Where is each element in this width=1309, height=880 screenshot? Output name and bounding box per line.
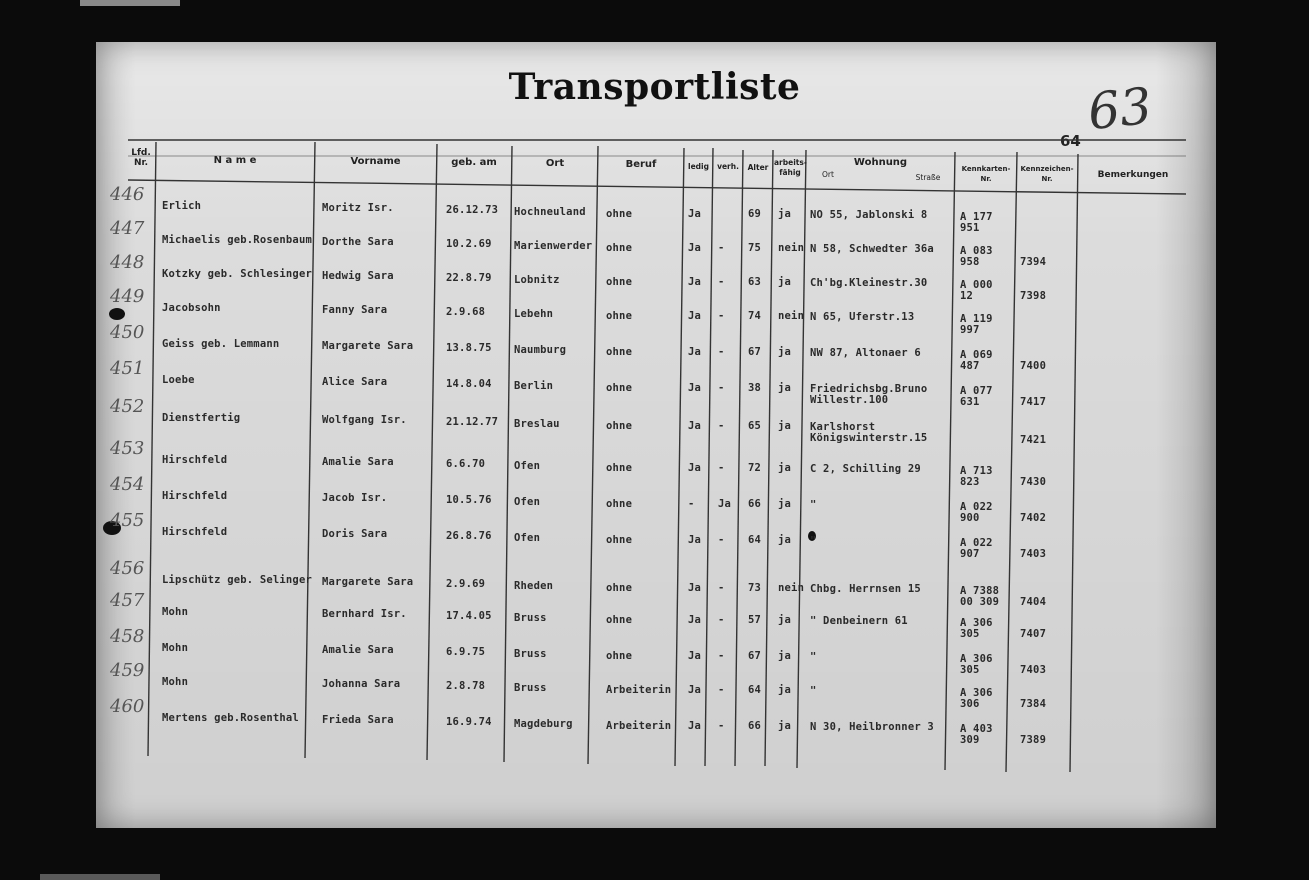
row-wohnung: Friedrichsbg.Bruno Willestr.100 xyxy=(810,383,928,406)
row-ledig: Ja xyxy=(688,462,702,474)
row-geb-am: 13.8.75 xyxy=(446,342,492,354)
row-vorname: Alice Sara xyxy=(322,376,388,388)
row-wohnung: N 65, Uferstr.13 xyxy=(810,311,915,323)
row-lfd-nr: 457 xyxy=(110,590,145,611)
row-arbeitsfaehig: ja xyxy=(778,208,792,220)
row-ort: Naumburg xyxy=(514,344,567,356)
row-vorname: Moritz Isr. xyxy=(322,202,394,214)
row-name: Hirschfeld xyxy=(162,490,228,502)
row-ledig: Ja xyxy=(688,534,702,546)
row-arbeitsfaehig: nein xyxy=(778,242,805,254)
page-title: Transportliste xyxy=(508,66,801,108)
header-lfd: Lfd. Nr. xyxy=(131,148,151,168)
row-ledig: Ja xyxy=(688,382,702,394)
row-wohnung: NO 55, Jablonski 8 xyxy=(810,209,928,221)
row-beruf: ohne xyxy=(606,650,633,662)
row-ledig: Ja xyxy=(688,684,702,696)
row-lfd-nr: 459 xyxy=(110,660,145,681)
row-arbeitsfaehig: nein xyxy=(778,310,805,322)
row-vorname: Doris Sara xyxy=(322,528,388,540)
row-verh: Ja xyxy=(718,498,732,510)
row-verh: - xyxy=(718,276,725,288)
row-ort: Bruss xyxy=(514,682,547,694)
header-ort: Ort xyxy=(545,158,565,169)
row-alter: 64 xyxy=(748,684,762,696)
row-kennkarten-nr: A 306 306 xyxy=(960,687,993,710)
header-alter: Alter xyxy=(747,163,769,172)
row-vorname: Amalie Sara xyxy=(322,456,394,468)
row-alter: 74 xyxy=(748,310,762,322)
row-name: Mohn xyxy=(162,676,189,688)
header-kennzeichen: Kennzeichen- Nr. xyxy=(1020,165,1074,183)
row-beruf: ohne xyxy=(606,582,633,594)
row-beruf: ohne xyxy=(606,310,633,322)
row-ort: Ofen xyxy=(514,532,541,544)
row-vorname: Frieda Sara xyxy=(322,714,394,726)
row-ort: Bruss xyxy=(514,612,547,624)
row-verh: - xyxy=(718,534,725,546)
header-ledig: ledig xyxy=(688,162,709,171)
row-alter: 67 xyxy=(748,650,762,662)
row-arbeitsfaehig: ja xyxy=(778,346,792,358)
row-ledig: Ja xyxy=(688,720,702,732)
row-lfd-nr: 454 xyxy=(110,474,145,495)
row-geb-am: 10.2.69 xyxy=(446,238,492,250)
row-name: Mohn xyxy=(162,606,189,618)
row-alter: 73 xyxy=(748,582,762,594)
row-vorname: Margarete Sara xyxy=(322,340,414,352)
handwritten-page-number: 63 xyxy=(1085,76,1155,142)
row-vorname: Bernhard Isr. xyxy=(322,608,407,620)
header-bemerkungen: Bemerkungen xyxy=(1097,170,1169,180)
row-arbeitsfaehig: ja xyxy=(778,498,792,510)
row-geb-am: 10.5.76 xyxy=(446,494,492,506)
row-ledig: Ja xyxy=(688,582,702,594)
row-lfd-nr: 455 xyxy=(110,510,145,531)
row-geb-am: 22.8.79 xyxy=(446,272,492,284)
row-verh: - xyxy=(718,242,725,254)
row-kennzeichen-nr: 7430 xyxy=(1020,476,1047,488)
row-kennkarten-nr: A 119 997 xyxy=(960,313,993,336)
row-geb-am: 2.9.69 xyxy=(446,578,486,590)
printed-page-number: 64 xyxy=(1060,132,1081,150)
row-kennzeichen-nr: 7417 xyxy=(1020,396,1047,408)
row-geb-am: 2.9.68 xyxy=(446,306,486,318)
row-lfd-nr: 460 xyxy=(110,696,145,717)
row-beruf: ohne xyxy=(606,208,633,220)
row-name: Geiss geb. Lemmann xyxy=(162,338,280,350)
header-geb-am: geb. am xyxy=(451,157,497,168)
row-lfd-nr: 453 xyxy=(110,438,145,459)
row-ort: Rheden xyxy=(514,580,554,592)
row-verh: - xyxy=(718,462,725,474)
row-beruf: ohne xyxy=(606,462,633,474)
row-name: Lipschütz geb. Selinger xyxy=(162,574,312,586)
header-wohnung: Wohnung xyxy=(853,157,908,168)
row-beruf: Arbeiterin xyxy=(606,684,672,696)
row-wohnung: Ch'bg.Kleinestr.30 xyxy=(810,277,928,289)
row-verh: - xyxy=(718,346,725,358)
row-verh: - xyxy=(718,310,725,322)
row-geb-am: 17.4.05 xyxy=(446,610,492,622)
row-alter: 65 xyxy=(748,420,762,432)
row-arbeitsfaehig: ja xyxy=(778,614,792,626)
row-kennzeichen-nr: 7394 xyxy=(1020,256,1047,268)
row-kennzeichen-nr: 7404 xyxy=(1020,596,1047,608)
row-alter: 67 xyxy=(748,346,762,358)
row-kennkarten-nr: A 713 823 xyxy=(960,465,993,488)
row-kennzeichen-nr: 7398 xyxy=(1020,290,1047,302)
row-ort: Ofen xyxy=(514,496,541,508)
row-kennkarten-nr: A 083 958 xyxy=(960,245,993,268)
row-kennzeichen-nr: 7384 xyxy=(1020,698,1047,710)
header-kennkarten: Kennkarten- Nr. xyxy=(961,165,1011,183)
row-geb-am: 26.12.73 xyxy=(446,204,499,216)
row-name: Dienstfertig xyxy=(162,412,241,424)
row-alter: 38 xyxy=(748,382,762,394)
row-vorname: Jacob Isr. xyxy=(322,492,388,504)
row-verh: - xyxy=(718,650,725,662)
row-name: Kotzky geb. Schlesinger xyxy=(162,268,312,280)
row-geb-am: 16.9.74 xyxy=(446,716,492,728)
row-alter: 72 xyxy=(748,462,762,474)
row-ort: Magdeburg xyxy=(514,718,573,730)
row-vorname: Hedwig Sara xyxy=(322,270,394,282)
row-verh: - xyxy=(718,582,725,594)
header-verh: verh. xyxy=(717,162,739,171)
row-kennzeichen-nr: 7403 xyxy=(1020,664,1047,676)
row-ort: Marienwerder xyxy=(514,240,593,252)
row-name: Hirschfeld xyxy=(162,526,228,538)
row-name: Michaelis geb.Rosenbaum xyxy=(162,234,312,246)
row-wohnung: " xyxy=(810,499,817,511)
row-ledig: Ja xyxy=(688,614,702,626)
row-kennzeichen-nr: 7402 xyxy=(1020,512,1047,524)
row-alter: 64 xyxy=(748,534,762,546)
row-wohnung: C 2, Schilling 29 xyxy=(810,463,921,475)
row-lfd-nr: 458 xyxy=(110,626,145,647)
row-ort: Hochneuland xyxy=(514,206,586,218)
row-verh: - xyxy=(718,720,725,732)
row-kennkarten-nr: A 306 305 xyxy=(960,617,993,640)
row-kennzeichen-nr: 7421 xyxy=(1020,434,1047,446)
row-beruf: ohne xyxy=(606,420,633,432)
row-ledig: Ja xyxy=(688,242,702,254)
row-arbeitsfaehig: ja xyxy=(778,650,792,662)
row-kennkarten-nr: A 000 12 xyxy=(960,279,993,302)
header-wohnung-strasse: Straße xyxy=(915,173,941,182)
header-arbeitsfaehig: arbeits-fähig xyxy=(774,158,807,177)
row-kennzeichen-nr: 7403 xyxy=(1020,548,1047,560)
row-lfd-nr: 450 xyxy=(110,322,145,343)
row-wohnung: NW 87, Altonaer 6 xyxy=(810,347,921,359)
row-beruf: ohne xyxy=(606,498,633,510)
row-wohnung: " xyxy=(810,685,817,697)
row-ledig: Ja xyxy=(688,208,702,220)
row-arbeitsfaehig: nein xyxy=(778,582,805,594)
row-wohnung: N 30, Heilbronner 3 xyxy=(810,721,934,733)
header-name: N a m e xyxy=(213,155,257,166)
row-vorname: Wolfgang Isr. xyxy=(322,414,407,426)
row-verh: - xyxy=(718,420,725,432)
row-wohnung: Chbg. Herrnsen 15 xyxy=(810,583,921,595)
row-alter: 57 xyxy=(748,614,762,626)
row-ledig: Ja xyxy=(688,346,702,358)
row-lfd-nr: 447 xyxy=(110,218,145,239)
row-kennzeichen-nr: 7389 xyxy=(1020,734,1047,746)
row-alter: 66 xyxy=(748,498,762,510)
row-ledig: - xyxy=(688,498,695,510)
row-ort: Ofen xyxy=(514,460,541,472)
row-beruf: ohne xyxy=(606,534,633,546)
row-vorname: Dorthe Sara xyxy=(322,236,394,248)
row-kennzeichen-nr: 7400 xyxy=(1020,360,1047,372)
row-ort: Lobnitz xyxy=(514,274,560,286)
row-ledig: Ja xyxy=(688,310,702,322)
row-wohnung: Karlshorst Königswinterstr.15 xyxy=(810,421,928,444)
row-verh: - xyxy=(718,614,725,626)
row-wohnung: " xyxy=(810,651,817,663)
row-kennkarten-nr: A 177 951 xyxy=(960,211,993,234)
row-kennkarten-nr: A 022 900 xyxy=(960,501,993,524)
row-lfd-nr: 446 xyxy=(110,184,145,205)
row-verh: - xyxy=(718,382,725,394)
row-arbeitsfaehig: ja xyxy=(778,382,792,394)
row-alter: 66 xyxy=(748,720,762,732)
row-kennkarten-nr: A 022 907 xyxy=(960,537,993,560)
row-ort: Breslau xyxy=(514,418,560,430)
row-vorname: Johanna Sara xyxy=(322,678,401,690)
row-beruf: ohne xyxy=(606,382,633,394)
row-arbeitsfaehig: ja xyxy=(778,720,792,732)
row-name: Mertens geb.Rosenthal xyxy=(162,712,299,724)
row-geb-am: 6.9.75 xyxy=(446,646,486,658)
row-name: Jacobsohn xyxy=(162,302,221,314)
row-lfd-nr: 449 xyxy=(110,286,145,307)
row-lfd-nr: 456 xyxy=(110,558,145,579)
header-wohnung-ort: Ort xyxy=(822,170,834,179)
row-ort: Lebehn xyxy=(514,308,554,320)
row-ort: Berlin xyxy=(514,380,554,392)
row-arbeitsfaehig: ja xyxy=(778,534,792,546)
row-name: Hirschfeld xyxy=(162,454,228,466)
row-geb-am: 26.8.76 xyxy=(446,530,492,542)
row-ledig: Ja xyxy=(688,420,702,432)
row-name: Mohn xyxy=(162,642,189,654)
row-kennkarten-nr: A 069 487 xyxy=(960,349,993,372)
header-beruf: Beruf xyxy=(625,159,657,170)
row-arbeitsfaehig: ja xyxy=(778,684,792,696)
row-kennkarten-nr: A 7388 00 309 xyxy=(960,585,1000,608)
row-kennkarten-nr: A 403 309 xyxy=(960,723,993,746)
row-verh: - xyxy=(718,684,725,696)
row-vorname: Margarete Sara xyxy=(322,576,414,588)
row-arbeitsfaehig: ja xyxy=(778,420,792,432)
row-lfd-nr: 452 xyxy=(110,396,145,417)
row-wohnung: " Denbeinern 61 xyxy=(810,615,908,627)
row-ort: Bruss xyxy=(514,648,547,660)
row-name: Erlich xyxy=(162,200,202,212)
row-beruf: ohne xyxy=(606,242,633,254)
row-ledig: Ja xyxy=(688,276,702,288)
row-kennkarten-nr: A 306 305 xyxy=(960,653,993,676)
row-name: Loebe xyxy=(162,374,195,386)
row-lfd-nr: 448 xyxy=(110,252,145,273)
row-wohnung: " xyxy=(810,535,817,547)
row-ledig: Ja xyxy=(688,650,702,662)
row-beruf: Arbeiterin xyxy=(606,720,672,732)
row-wohnung: N 58, Schwedter 36a xyxy=(810,243,934,255)
row-arbeitsfaehig: ja xyxy=(778,462,792,474)
row-geb-am: 21.12.77 xyxy=(446,416,499,428)
row-kennzeichen-nr: 7407 xyxy=(1020,628,1047,640)
row-kennkarten-nr: A 077 631 xyxy=(960,385,993,408)
row-geb-am: 14.8.04 xyxy=(446,378,492,390)
row-vorname: Amalie Sara xyxy=(322,644,394,656)
row-beruf: ohne xyxy=(606,346,633,358)
row-beruf: ohne xyxy=(606,614,633,626)
row-vorname: Fanny Sara xyxy=(322,304,388,316)
row-beruf: ohne xyxy=(606,276,633,288)
header-vorname: Vorname xyxy=(350,156,401,167)
row-geb-am: 6.6.70 xyxy=(446,458,486,470)
row-lfd-nr: 451 xyxy=(110,358,145,379)
row-alter: 69 xyxy=(748,208,762,220)
row-alter: 75 xyxy=(748,242,762,254)
row-geb-am: 2.8.78 xyxy=(446,680,486,692)
row-arbeitsfaehig: ja xyxy=(778,276,792,288)
row-alter: 63 xyxy=(748,276,762,288)
